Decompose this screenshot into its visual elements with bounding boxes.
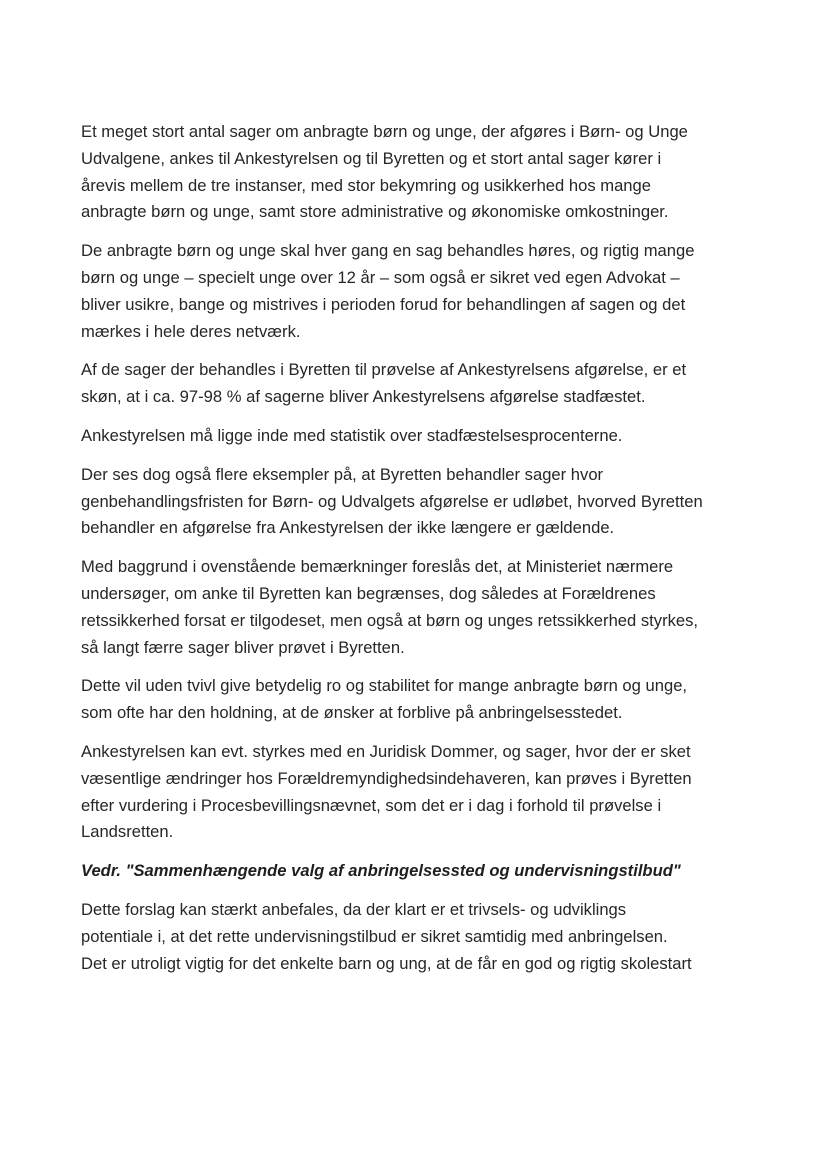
paragraph-legal-judge (81, 739, 771, 846)
text-line: Med baggrund i ovenstående bemærkninger foreslås det, at Ministeriet nærmere (81, 557, 674, 577)
text-line: behandler en afgørelse fra Ankestyrelsen der ikke længere er gældende. (81, 518, 615, 538)
text-line: Et meget stort antal sager om anbragte børn og unge, der afgøres i Børn- og Unge (81, 122, 688, 141)
paragraph-children-heard (81, 238, 771, 345)
paragraph-proposal (81, 554, 771, 661)
text-line: Udvalgene, ankes til Ankestyrelsen og til Byretten og et stort antal sager kører i (81, 148, 662, 168)
text-line: Dette forslag kan stærkt anbefales, da der klart er et trivsels- og udviklings (81, 899, 627, 919)
text-line: De anbragte børn og unge skal hver gang en sag behandles høres, og rigtig mange (81, 241, 695, 261)
text-line: Ankestyrelsen kan evt. styrkes med en Juridisk Dommer, og sager, hvor der er sket (81, 741, 691, 761)
text-line: genbehandlingsfristen for Børn- og Udvalgets afgørelse er udløbet, hvorved Byretten (81, 491, 703, 511)
text-line: Af de sager der behandles i Byretten til prøvelse af Ankestyrelsens afgørelse, er et (81, 360, 687, 380)
text-line: Landsretten. (81, 822, 174, 842)
text-line: bliver usikre, bange og mistrives i perioden forud for behandlingen af sagen og det (81, 294, 686, 314)
paragraph-statistics (81, 423, 771, 450)
document-body (81, 119, 771, 989)
text-line: årevis mellem de tre instanser, med stor bekymring og usikkerhed hos mange (81, 175, 651, 195)
text-line: efter vurdering i Procesbevillingsnævnet, som det er i dag i forhold til prøvelse i (81, 795, 662, 815)
text-line: undersøger, om anke til Byretten kan begrænses, dog således at Forældrenes (81, 583, 656, 603)
text-line: retssikkerhed forsat er tilgodeset, men også at børn og unges retssikkerhed styrkes, (81, 610, 699, 630)
text-line: Ankestyrelsen må ligge inde med statistik over stadfæstelsesprocenterne. (81, 425, 623, 445)
text-line: anbragte børn og unge, samt store administrative og økonomiske omkostninger. (81, 202, 669, 222)
text-line: børn og unge – specielt unge over 12 år – som også er sikret ved egen Advokat – (81, 267, 680, 287)
paragraph-appeals-volume (81, 119, 771, 226)
text-line: så langt færre sager bliver prøvet i Byretten. (81, 637, 405, 657)
text-line: skøn, at i ca. 97-98 % af sagerne bliver Ankestyrelsens afgørelse stadfæstet. (81, 387, 646, 407)
text-line: potentiale i, at det rette undervisningstilbud er sikret samtidig med anbringelsen. (81, 926, 668, 946)
section-heading (81, 858, 771, 885)
paragraph-recommendation (81, 897, 771, 977)
paragraph-confirmation-rate (81, 357, 771, 411)
text-line: mærkes i hele deres netværk. (81, 321, 301, 341)
text-line: væsentlige ændringer hos Forældremyndighedsindehaveren, kan prøves i Byretten (81, 768, 692, 788)
paragraph-expired-deadline (81, 462, 771, 542)
text-line: som ofte har den holdning, at de ønsker at forblive på anbringelsesstedet. (81, 703, 623, 723)
heading-text: Vedr. "Sammenhængende valg af anbringelsessted og undervisningstilbud" (81, 861, 681, 881)
text-line: Der ses dog også flere eksempler på, at Byretten behandler sager hvor (81, 464, 604, 484)
text-line: Dette vil uden tvivl give betydelig ro og stabilitet for mange anbragte børn og unge, (81, 676, 688, 696)
text-line: Det er utroligt vigtig for det enkelte barn og ung, at de får en god og rigtig skolestart (81, 953, 692, 973)
paragraph-stability (81, 673, 771, 727)
